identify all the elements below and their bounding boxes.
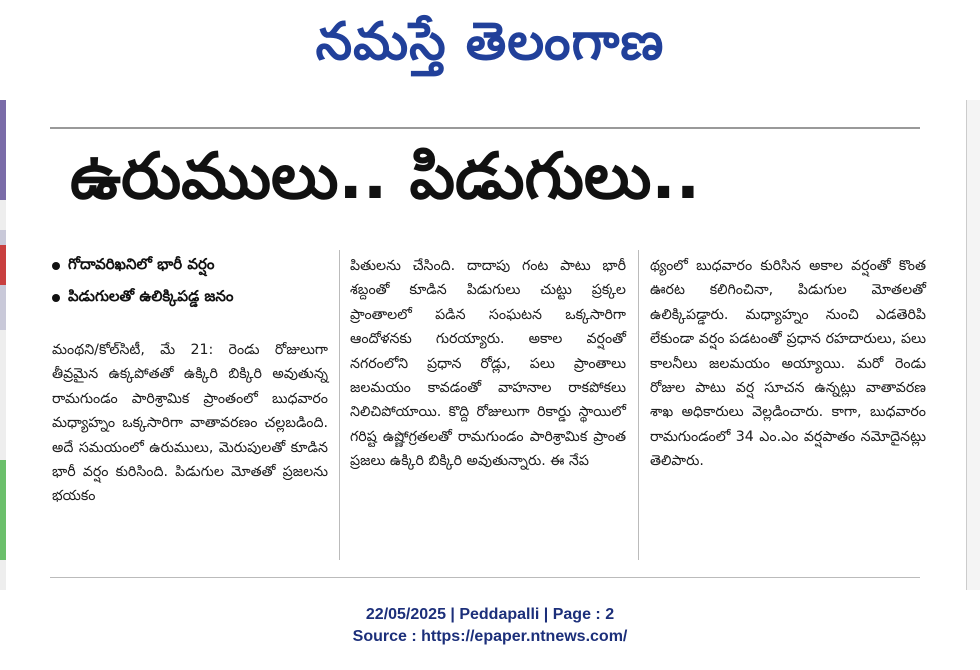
article-column-2: [350, 254, 626, 474]
source-link[interactable]: Source : https://epaper.ntnews.com/: [352, 628, 628, 645]
bullet-text: గోదావరిఖనిలో భారీ వర్షం: [68, 255, 215, 273]
cut-off-top-text: [40, 100, 920, 120]
column-divider: [339, 250, 340, 560]
bullet-text: పిడుగులతో ఉలిక్కిపడ్డ జనం: [68, 287, 234, 305]
article-headline: ఉరుములు.. పిడుగులు..: [70, 140, 701, 214]
bottom-rule: [50, 577, 920, 578]
date-edition-page: 22/05/2025 | Peddapalli | Page : 2: [365, 606, 615, 623]
left-edge-strip: [0, 100, 6, 590]
column-divider: [638, 250, 639, 560]
bullet-point: [52, 282, 342, 314]
cut-off-bottom-text: [40, 580, 920, 590]
bullet-dot-icon: [52, 262, 60, 270]
clipping-caption: [0, 604, 980, 648]
newspaper-logo: నమస్తే తెలంగాణ: [315, 12, 665, 72]
column-text: థ్యంలో బుధవారం కురిసిన అకాల వర్షంతో కొంత ఊరట కలిగించినా, పిడుగుల మోతలతో ఉలిక్కిపడ్డారు. మధ్యాహ్నం నుంచి ఎడతెరిపి లేకుండా వర్షం పడటంతో ప్రధాన రహదారులు, పలు కాలనీలు జలమయం అయ్యాయి. మరో రెండు రోజుల పాటు వర్ష సూచన ఉన్నట్లు వాతావరణ శాఖ అధికారులు వెల్లడించారు. కాగా, బుధవారం రామగుండంలో 34 ఎం.ఎం వర్షపాతం నమోదైనట్లు తెలిపారు.: [650, 258, 926, 470]
masthead: [0, 0, 980, 90]
column-text: మంథని/కోల్‌సిటీ, మే 21: రెండు రోజులుగా తీవ్రమైన ఉక్కపోతతో ఉక్కిరి బిక్కిరి అవుతున్న రామగుండం పారిశ్రామిక ప్రాంతంలో బుధవారం మధ్యాహ్నం ఒక్కసారిగా వాతావరణం చల్లబడింది. అదే సమయంలో ఉరుములు, మెరుపులతో కూడిన భారీ వర్షం కురిసింది. పిడుగుల మోతతో ప్రజలను భయకం: [52, 342, 328, 505]
bullet-dot-icon: [52, 294, 60, 302]
article-column-3: [650, 254, 926, 474]
top-rule: [50, 127, 920, 129]
column-text: పితులను చేసింది. దాదాపు గంట పాటు భారీ శబ్దంతో కూడిన పిడుగులు చుట్టు ప్రక్కల ప్రాంతాలలో పడిన సంఘటన ఒక్కసారిగా ఆందోళనకు గురయ్యారు. అకాల వర్షంతో నగరంలోని ప్రధాన రోడ్లు, పలు ప్రాంతాలు జలమయం కావడంతో వాహనాల రాకపోకలు నిలిచిపోయాయి. కొద్ది రోజులుగా రికార్డు స్థాయిలో గరిష్ట ఉష్ణోగ్రతలతో రామగుండం పారిశ్రామిక ప్రాంత ప్రజలు ఉక్కిరి బిక్కిరి అవుతున్నారు. ఈ నేప: [350, 258, 626, 470]
article-column-1: [52, 338, 328, 509]
bullet-point: [52, 250, 342, 282]
newspaper-clipping: [0, 100, 980, 590]
article-bullets: [52, 250, 342, 314]
right-edge-strip: [966, 100, 980, 590]
